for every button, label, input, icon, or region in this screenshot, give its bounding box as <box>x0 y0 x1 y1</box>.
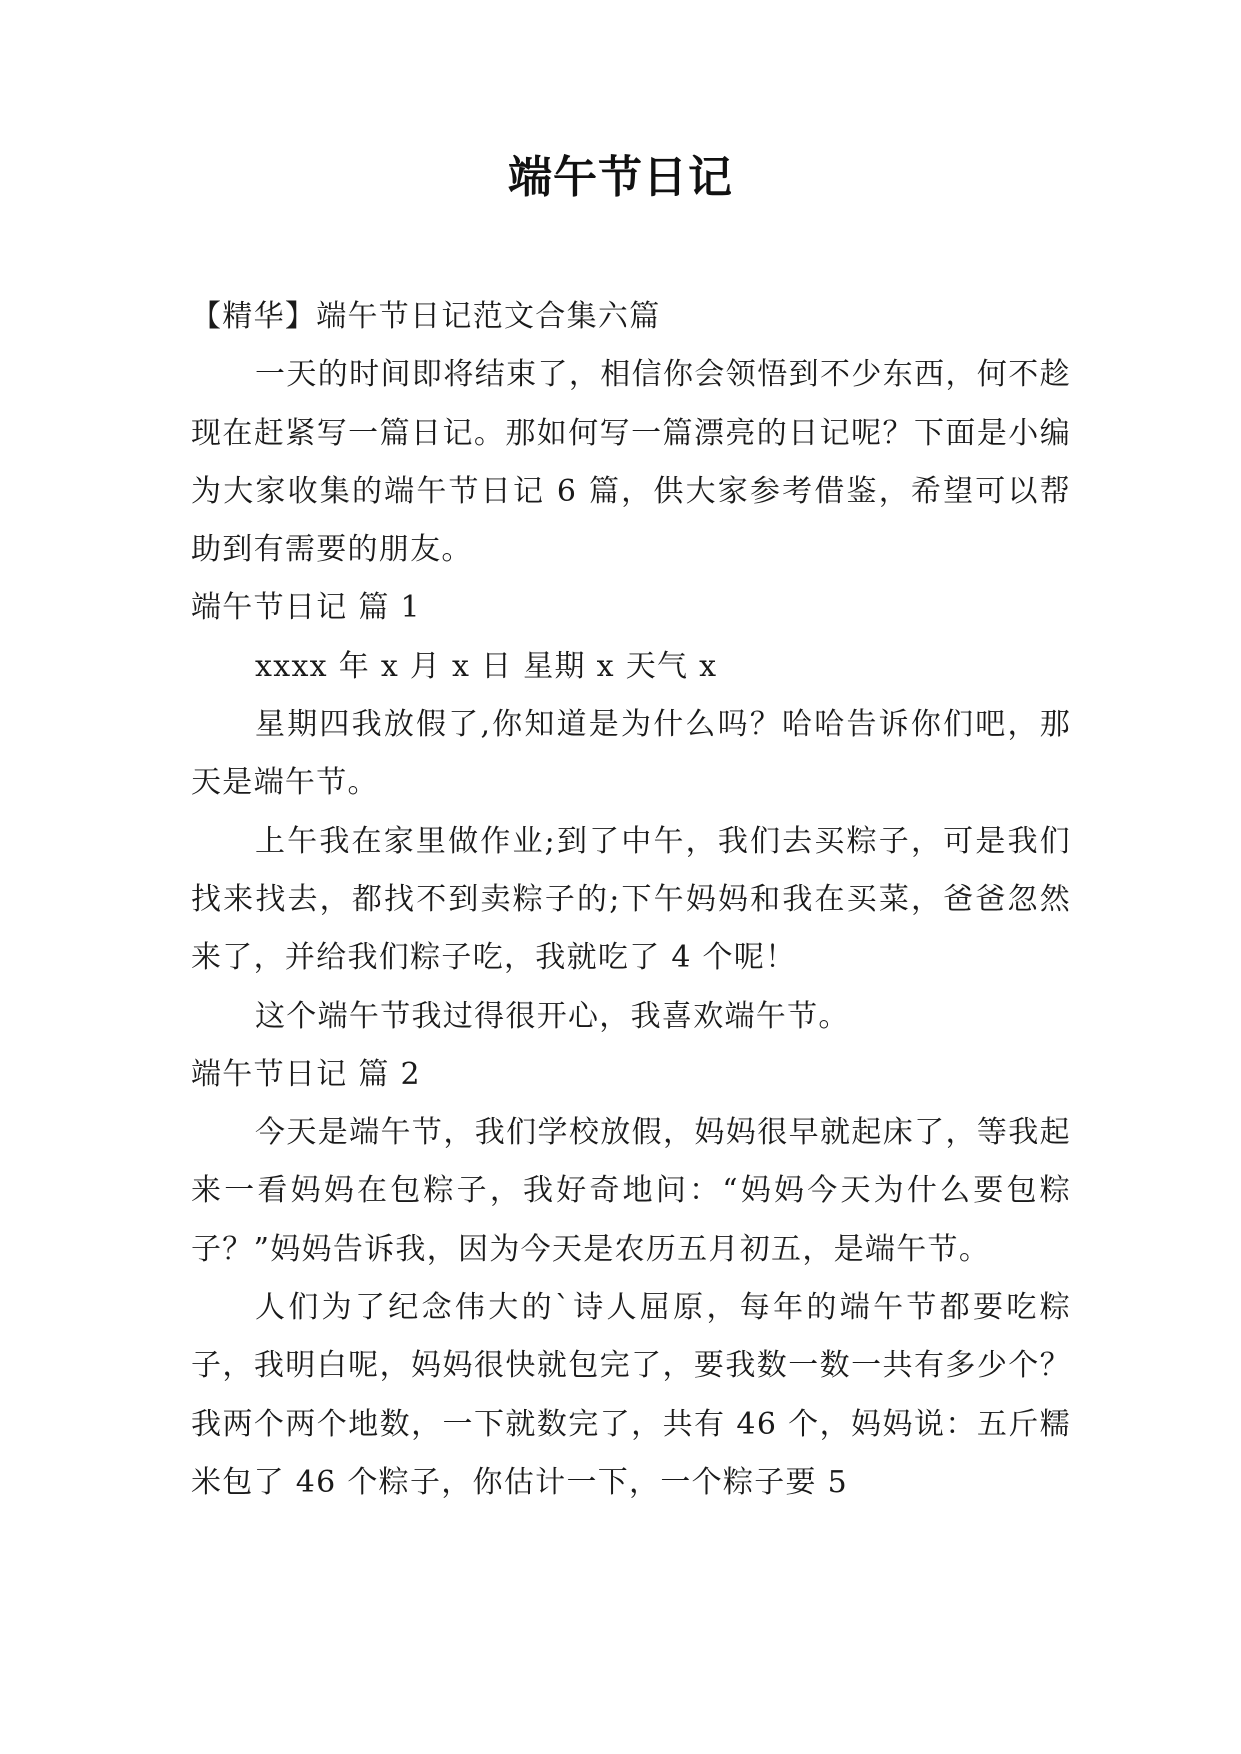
body-paragraph: 上午我在家里做作业;到了中午，我们去买粽子，可是我们找来找去，都找不到卖粽子的;下午妈妈和我在买菜，爸爸忽然来了，并给我们粽子吃，我就吃了 4 个呢！ <box>191 823 1071 976</box>
body-paragraph: 今天是端午节，我们学校放假，妈妈很早就起床了，等我起来一看妈妈在包粽子，我好奇地问：“妈妈今天为什么要包粽子？”妈妈告诉我，因为今天是农历五月初五，是端午节。 <box>191 1115 1071 1267</box>
document-body <box>191 288 1071 1512</box>
intro-paragraph: 一天的时间即将结束了，相信你会领悟到不少东西，何不趁现在赶紧写一篇日记。那如何写一篇漂亮的日记呢？下面是小编为大家收集的端午节日记 6 篇，供大家参考借鉴，希望可以帮助到有需要的朋友。 <box>191 357 1071 568</box>
date-line: xxxx 年 x 月 x 日 星期 x 天气 x <box>255 648 718 684</box>
body-paragraph: 星期四我放假了,你知道是为什么吗？哈哈告诉你们吧，那天是端午节。 <box>191 707 1071 801</box>
subtitle-line: 【精华】端午节日记范文合集六篇 <box>191 299 661 334</box>
page-title: 端午节日记 <box>508 152 733 203</box>
section-heading-1: 端午节日记 篇 1 <box>191 590 421 626</box>
body-paragraph: 这个端午节我过得很开心，我喜欢端午节。 <box>255 998 850 1034</box>
section-heading-2: 端午节日记 篇 2 <box>191 1056 421 1092</box>
body-paragraph: 人们为了纪念伟大的`诗人屈原，每年的端午节都要吃粽子，我明白呢，妈妈很快就包完了，要我数一数一共有多少个？我两个两个地数，一下就数完了，共有 46 个，妈妈说：五斤糯米包了 46 个粽子，你估计一下，一个粽子要 5 <box>191 1290 1071 1500</box>
